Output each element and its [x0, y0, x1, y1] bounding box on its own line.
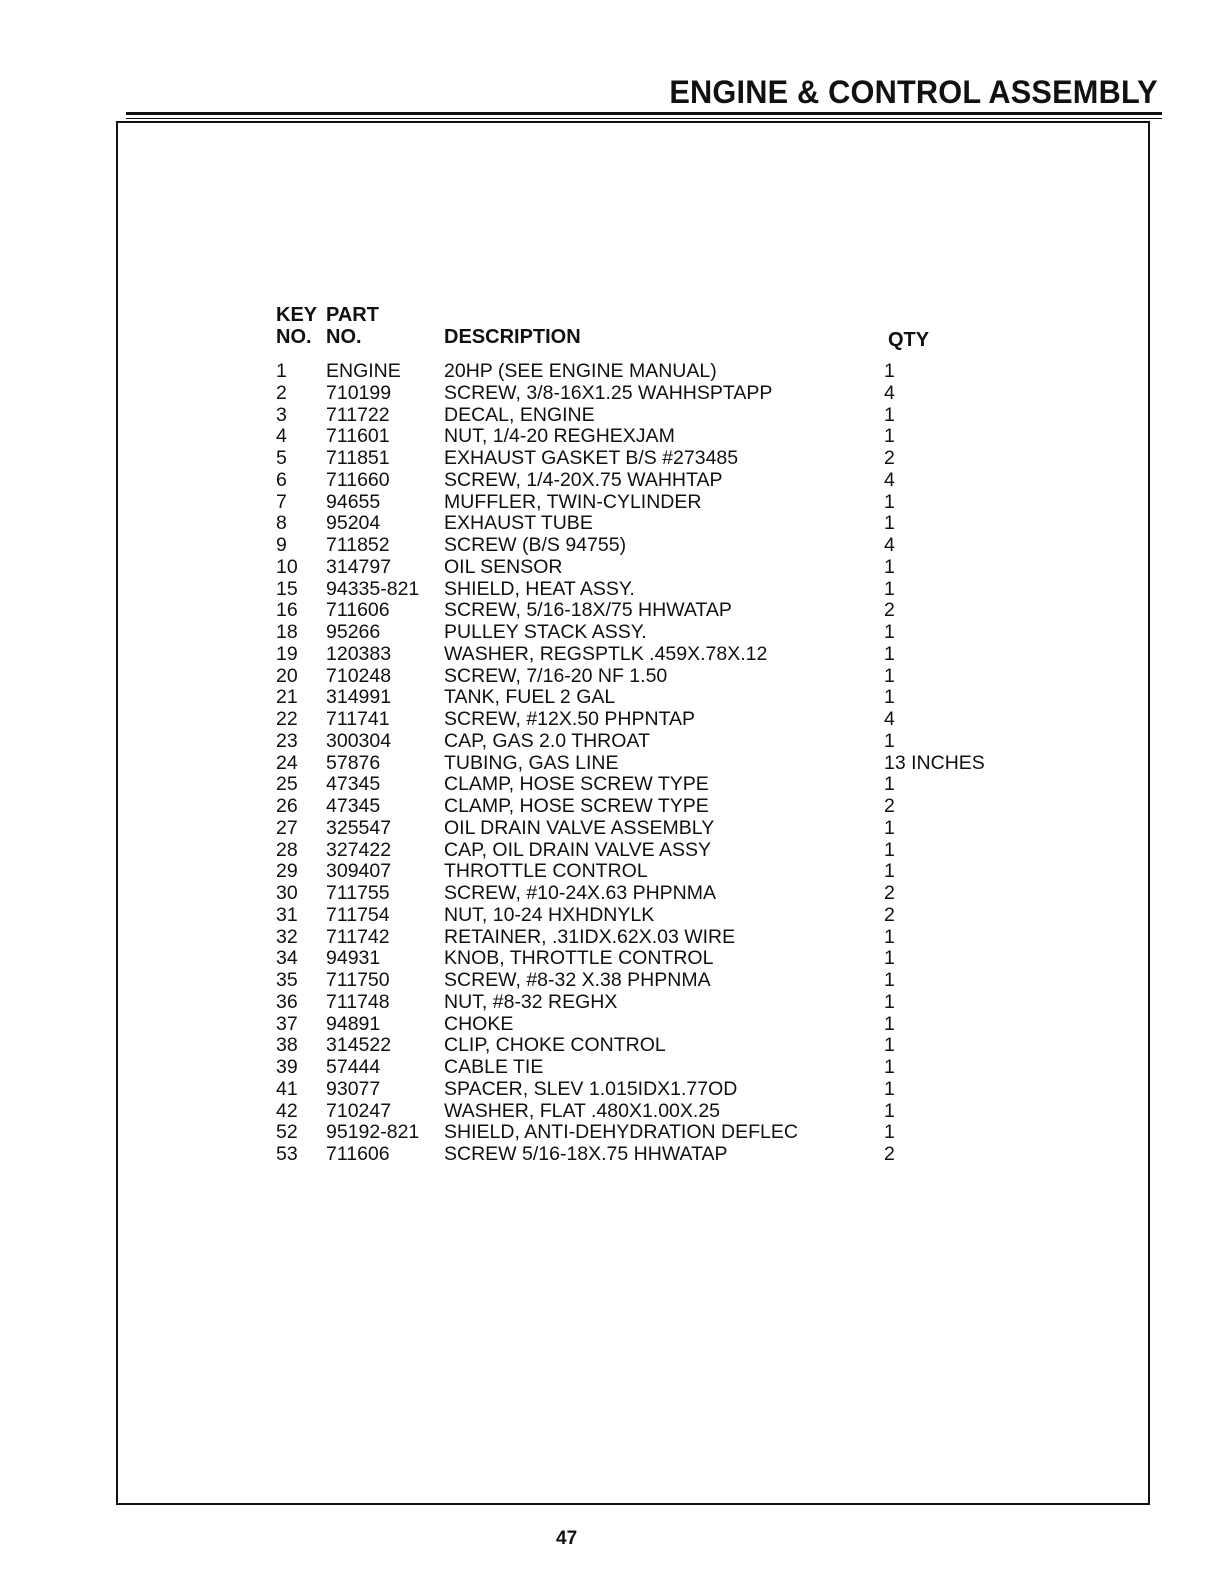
- description-cell: NUT, #8-32 REGHX: [444, 990, 618, 1013]
- table-row: [276, 1121, 1036, 1143]
- header-part-top: PART: [326, 304, 379, 326]
- qty-cell: 2: [884, 599, 895, 622]
- description-cell: MUFFLER, TWIN-CYLINDER: [444, 490, 702, 513]
- qty-cell: 1: [884, 990, 895, 1013]
- part-no-cell: 711742: [326, 925, 390, 948]
- key-no-cell: 30: [276, 882, 298, 904]
- description-cell: SHIELD, ANTI-DEHYDRATION DEFLEC: [444, 1121, 798, 1144]
- table-row: [276, 839, 1036, 861]
- description-cell: WASHER, REGSPTLK .459X.78X.12: [444, 642, 768, 665]
- qty-cell: 1: [884, 621, 895, 643]
- table-row: [276, 860, 1036, 882]
- table-row: [276, 752, 1036, 774]
- part-no-cell: 314797: [326, 555, 392, 578]
- table-row: [276, 382, 1036, 404]
- key-no-cell: 52: [276, 1121, 298, 1144]
- key-no-cell: 32: [276, 925, 298, 948]
- description-cell: CLAMP, HOSE SCREW TYPE: [444, 773, 709, 796]
- part-no-cell: 711755: [326, 882, 390, 904]
- header-key-top: KEY: [276, 304, 318, 326]
- qty-cell: 2: [884, 795, 895, 817]
- key-no-cell: 26: [276, 795, 298, 817]
- part-no-cell: 300304: [326, 729, 392, 752]
- table-row: [276, 817, 1036, 839]
- description-cell: SCREW, 1/4-20X.75 WAHHTAP: [444, 468, 723, 491]
- qty-cell: 1: [884, 490, 895, 513]
- qty-cell: 1: [884, 1121, 895, 1144]
- page-number: 47: [556, 1528, 578, 1549]
- part-no-cell: 309407: [326, 860, 392, 883]
- table-row: [276, 578, 1036, 600]
- key-no-cell: 10: [276, 555, 298, 578]
- qty-cell: 1: [884, 729, 895, 752]
- key-no-cell: 37: [276, 1012, 298, 1035]
- part-no-cell: 711601: [326, 425, 390, 448]
- table-row: [276, 991, 1036, 1013]
- table-row: [276, 795, 1036, 817]
- description-cell: THROTTLE CONTROL: [444, 860, 648, 883]
- table-row: [276, 534, 1036, 556]
- table-row: [276, 1100, 1036, 1122]
- table-row: [276, 447, 1036, 469]
- description-cell: OIL DRAIN VALVE ASSEMBLY: [444, 816, 715, 839]
- description-cell: TANK, FUEL 2 GAL: [444, 686, 616, 709]
- part-no-cell: 711741: [326, 708, 390, 730]
- part-no-cell: 95204: [326, 512, 381, 535]
- qty-cell: 1: [884, 686, 895, 709]
- description-cell: TUBING, GAS LINE: [444, 751, 619, 774]
- table-row: [276, 556, 1036, 578]
- qty-cell: 1: [884, 1077, 895, 1100]
- description-cell: SCREW 5/16-18X.75 HHWATAP: [444, 1143, 728, 1165]
- description-cell: WASHER, FLAT .480X1.00X.25: [444, 1099, 721, 1122]
- key-no-cell: 18: [276, 621, 298, 643]
- key-no-cell: 35: [276, 969, 298, 991]
- key-no-cell: 27: [276, 816, 298, 839]
- qty-cell: 1: [884, 360, 895, 382]
- qty-cell: 4: [884, 468, 895, 491]
- part-no-cell: 711754: [326, 903, 390, 926]
- part-no-cell: ENGINE: [326, 360, 401, 382]
- description-cell: CAP, OIL DRAIN VALVE ASSY: [444, 838, 711, 861]
- key-no-cell: 29: [276, 860, 298, 883]
- part-no-cell: 94655: [326, 490, 381, 513]
- description-cell: EXHAUST TUBE: [444, 512, 593, 535]
- qty-cell: 1: [884, 925, 895, 948]
- part-no-cell: 711660: [326, 468, 390, 491]
- part-no-cell: 710248: [326, 664, 392, 687]
- key-no-cell: 7: [276, 490, 287, 513]
- table-row: [276, 1013, 1036, 1035]
- part-no-cell: 711851: [326, 447, 390, 469]
- description-cell: PULLEY STACK ASSY.: [444, 621, 647, 643]
- key-no-cell: 36: [276, 990, 298, 1013]
- qty-cell: 1: [884, 1056, 895, 1078]
- part-no-cell: 710247: [326, 1099, 392, 1122]
- table-row: [276, 904, 1036, 926]
- part-no-cell: 711606: [326, 599, 390, 622]
- description-cell: SCREW, #10-24X.63 PHPNMA: [444, 882, 717, 904]
- table-row: [276, 643, 1036, 665]
- qty-cell: 1: [884, 773, 895, 796]
- description-cell: CAP, GAS 2.0 THROAT: [444, 729, 650, 752]
- qty-cell: 1: [884, 425, 895, 448]
- description-cell: CLAMP, HOSE SCREW TYPE: [444, 795, 709, 817]
- header-part-bottom: NO.: [326, 326, 362, 348]
- table-body: [276, 360, 1036, 1165]
- key-no-cell: 42: [276, 1099, 298, 1122]
- key-no-cell: 2: [276, 381, 287, 404]
- description-cell: SCREW (B/S 94755): [444, 534, 627, 556]
- key-no-cell: 15: [276, 577, 298, 600]
- description-cell: SCREW, #8-32 X.38 PHPNMA: [444, 969, 711, 991]
- part-no-cell: 47345: [326, 795, 381, 817]
- key-no-cell: 1: [276, 360, 287, 382]
- description-cell: EXHAUST GASKET B/S #273485: [444, 447, 739, 469]
- key-no-cell: 22: [276, 708, 298, 730]
- table-row: [276, 404, 1036, 426]
- description-cell: SCREW, 3/8-16X1.25 WAHHSPTAPP: [444, 381, 773, 404]
- part-no-cell: 325547: [326, 816, 392, 839]
- title-rule-thick: [126, 112, 1162, 115]
- description-cell: SCREW, 7/16-20 NF 1.50: [444, 664, 668, 687]
- table-row: [276, 1056, 1036, 1078]
- description-cell: 20HP (SEE ENGINE MANUAL): [444, 360, 717, 382]
- part-no-cell: 711748: [326, 990, 390, 1013]
- part-no-cell: 93077: [326, 1077, 381, 1100]
- key-no-cell: 6: [276, 468, 287, 491]
- table-row: [276, 665, 1036, 687]
- table-row: [276, 360, 1036, 382]
- qty-cell: 1: [884, 860, 895, 883]
- key-no-cell: 31: [276, 903, 298, 926]
- qty-cell: 4: [884, 381, 895, 404]
- part-no-cell: 57876: [326, 751, 381, 774]
- qty-cell: 1: [884, 969, 895, 991]
- description-cell: CLIP, CHOKE CONTROL: [444, 1034, 666, 1057]
- table-row: [276, 1034, 1036, 1056]
- description-cell: NUT, 10-24 HXHDNYLK: [444, 903, 655, 926]
- qty-cell: 1: [884, 664, 895, 687]
- part-no-cell: 711722: [326, 403, 390, 426]
- table-header: [276, 304, 1036, 360]
- key-no-cell: 5: [276, 447, 287, 469]
- parts-table: [276, 304, 1036, 1165]
- part-no-cell: 94931: [326, 947, 381, 970]
- part-no-cell: 94891: [326, 1012, 381, 1035]
- key-no-cell: 38: [276, 1034, 298, 1057]
- key-no-cell: 20: [276, 664, 298, 687]
- part-no-cell: 314991: [326, 686, 392, 709]
- key-no-cell: 23: [276, 729, 298, 752]
- table-row: [276, 621, 1036, 643]
- qty-cell: 1: [884, 512, 895, 535]
- description-cell: OIL SENSOR: [444, 555, 563, 578]
- qty-cell: 1: [884, 403, 895, 426]
- key-no-cell: 21: [276, 686, 298, 709]
- table-row: [276, 512, 1036, 534]
- part-no-cell: 120383: [326, 642, 392, 665]
- qty-cell: 2: [884, 903, 895, 926]
- table-row: [276, 926, 1036, 948]
- table-row: [276, 1078, 1036, 1100]
- key-no-cell: 25: [276, 773, 298, 796]
- key-no-cell: 8: [276, 512, 287, 535]
- qty-cell: 1: [884, 1012, 895, 1035]
- page-title: ENGINE & CONTROL ASSEMBLY: [669, 74, 1158, 110]
- header-qty: QTY: [888, 329, 930, 351]
- description-cell: RETAINER, .31IDX.62X.03 WIRE: [444, 925, 736, 948]
- qty-cell: 4: [884, 708, 895, 730]
- description-cell: SCREW, #12X.50 PHPNTAP: [444, 708, 696, 730]
- part-no-cell: 314522: [326, 1034, 392, 1057]
- qty-cell: 1: [884, 947, 895, 970]
- qty-cell: 13 INCHES: [884, 751, 985, 774]
- qty-cell: 1: [884, 642, 895, 665]
- part-no-cell: 710199: [326, 381, 392, 404]
- description-cell: NUT, 1/4-20 REGHEXJAM: [444, 425, 675, 448]
- table-row: [276, 469, 1036, 491]
- key-no-cell: 9: [276, 534, 287, 556]
- key-no-cell: 24: [276, 751, 298, 774]
- qty-cell: 1: [884, 555, 895, 578]
- table-row: [276, 686, 1036, 708]
- description-cell: KNOB, THROTTLE CONTROL: [444, 947, 714, 970]
- description-cell: DECAL, ENGINE: [444, 403, 595, 426]
- table-row: [276, 491, 1036, 513]
- part-no-cell: 327422: [326, 838, 392, 861]
- qty-cell: 1: [884, 838, 895, 861]
- description-cell: SCREW, 5/16-18X/75 HHWATAP: [444, 599, 732, 622]
- qty-cell: 1: [884, 1099, 895, 1122]
- key-no-cell: 4: [276, 425, 287, 448]
- qty-cell: 1: [884, 577, 895, 600]
- key-no-cell: 41: [276, 1077, 298, 1100]
- key-no-cell: 3: [276, 403, 287, 426]
- title-rule-thin: [126, 118, 1162, 119]
- table-row: [276, 425, 1036, 447]
- qty-cell: 1: [884, 1034, 895, 1057]
- part-no-cell: 711852: [326, 534, 390, 556]
- description-cell: CHOKE: [444, 1012, 514, 1035]
- key-no-cell: 19: [276, 642, 298, 665]
- header-key-bottom: NO.: [276, 326, 312, 348]
- part-no-cell: 711606: [326, 1143, 390, 1165]
- table-row: [276, 969, 1036, 991]
- part-no-cell: 57444: [326, 1056, 381, 1078]
- table-row: [276, 708, 1036, 730]
- qty-cell: 2: [884, 1143, 895, 1165]
- part-no-cell: 95192-821: [326, 1121, 420, 1144]
- qty-cell: 1: [884, 816, 895, 839]
- table-row: [276, 730, 1036, 752]
- description-cell: SHIELD, HEAT ASSY.: [444, 577, 635, 600]
- part-no-cell: 95266: [326, 621, 381, 643]
- key-no-cell: 34: [276, 947, 298, 970]
- table-row: [276, 882, 1036, 904]
- table-row: [276, 773, 1036, 795]
- part-no-cell: 94335-821: [326, 577, 420, 600]
- key-no-cell: 39: [276, 1056, 298, 1078]
- description-cell: SPACER, SLEV 1.015IDX1.77OD: [444, 1077, 738, 1100]
- header-description: DESCRIPTION: [444, 326, 581, 348]
- description-cell: CABLE TIE: [444, 1056, 544, 1078]
- key-no-cell: 16: [276, 599, 298, 622]
- qty-cell: 2: [884, 882, 895, 904]
- table-row: [276, 947, 1036, 969]
- key-no-cell: 53: [276, 1143, 298, 1165]
- key-no-cell: 28: [276, 838, 298, 861]
- qty-cell: 2: [884, 447, 895, 469]
- qty-cell: 4: [884, 534, 895, 556]
- part-no-cell: 711750: [326, 969, 390, 991]
- table-row: [276, 599, 1036, 621]
- table-row: [276, 1143, 1036, 1165]
- part-no-cell: 47345: [326, 773, 381, 796]
